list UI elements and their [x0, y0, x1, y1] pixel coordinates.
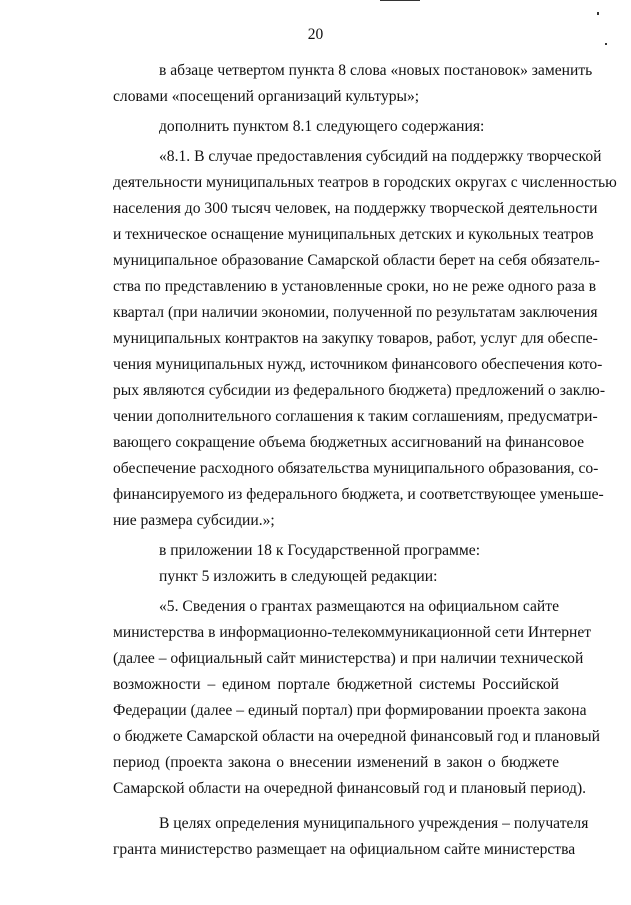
- text-line: в абзаце четвертом пункта 8 слова «новых постановок» заменить: [159, 62, 593, 79]
- paragraph-appendix-18: [67, 538, 559, 564]
- text-line: финансируемого из федерального бюджета, и соответствующее уменьше-: [113, 486, 604, 503]
- scan-mark-right-1: [597, 12, 599, 15]
- text-line: в приложении 18 к Государственной программе:: [159, 542, 481, 559]
- text-line: словами «посещений организаций культуры»;: [113, 88, 420, 105]
- text-line: чения муниципальных нужд, источником финансового обеспечения кото-: [113, 356, 603, 373]
- text-line: министерства в информационно-телекоммуникационной сети Интернет: [113, 624, 592, 641]
- text-line: чении дополнительного соглашения к таким соглашениям, предусматри-: [113, 408, 598, 425]
- scan-mark-top: [380, 0, 420, 1]
- text-line: гранта министерство размещает на официальном сайте министерства: [113, 841, 576, 858]
- text-line: пункт 5 изложить в следующей редакции:: [159, 568, 438, 585]
- text-line: деятельности муниципальных театров в городских округах с численностью: [113, 174, 617, 191]
- text-line: вающего сокращение объема бюджетных ассигнований на финансовое: [113, 434, 585, 451]
- document-body: [67, 58, 617, 863]
- page-number: 20: [307, 26, 324, 43]
- text-line: Федерации (далее – единый портал) при формировании проекта закона: [113, 702, 587, 719]
- text-line: В целях определения муниципального учреждения – получателя: [159, 815, 589, 832]
- text-line: населения до 300 тысяч человек, на поддержку творческой деятельности: [113, 200, 598, 217]
- paragraph-grant-recipient: [67, 811, 589, 863]
- text-line: муниципальных контрактов на закупку товаров, работ, услуг для обеспе-: [113, 330, 598, 347]
- text-line: дополнить пунктом 8.1 следующего содержания:: [159, 118, 485, 135]
- paragraph-point-5: [67, 594, 600, 802]
- text-line: ства по представлению в установленные сроки, но не реже одного раза в: [113, 278, 597, 295]
- text-line: и техническое оснащение муниципальных детских и кукольных театров: [113, 226, 594, 243]
- text-line: Самарской области на очередной финансовый год и плановый период).: [113, 780, 587, 797]
- text-line: ние размера субсидии.»;: [113, 512, 275, 529]
- text-line: о бюджете Самарской области на очередной финансовый год и плановый: [113, 728, 600, 745]
- text-line: период (проекта закона о внесении изменений в закон о бюджете: [113, 754, 559, 771]
- text-line: возможности – едином портале бюджетной системы Российской: [113, 676, 559, 693]
- text-line: муниципальное образование Самарской области берет на себя обязатель-: [113, 252, 600, 269]
- paragraph-amend-abzac-4: [67, 58, 593, 110]
- text-line: квартал (при наличии экономии, полученной по результатам заключения: [113, 304, 598, 321]
- text-line: «5. Сведения о грантах размещаются на официальном сайте: [159, 598, 559, 615]
- paragraph-add-point-8-1: [67, 114, 559, 140]
- text-line: рых являются субсидии из федерального бюджета) предложений о заклю-: [113, 382, 606, 399]
- paragraph-point-5-intro: [67, 564, 559, 590]
- text-line: «8.1. В случае предоставления субсидий на поддержку творческой: [159, 148, 602, 165]
- paragraph-point-8-1: [67, 144, 617, 534]
- text-line: обеспечение расходного обязательства муниципального образования, со-: [113, 460, 599, 477]
- text-line: (далее – официальный сайт министерства) и при наличии технической: [113, 650, 584, 667]
